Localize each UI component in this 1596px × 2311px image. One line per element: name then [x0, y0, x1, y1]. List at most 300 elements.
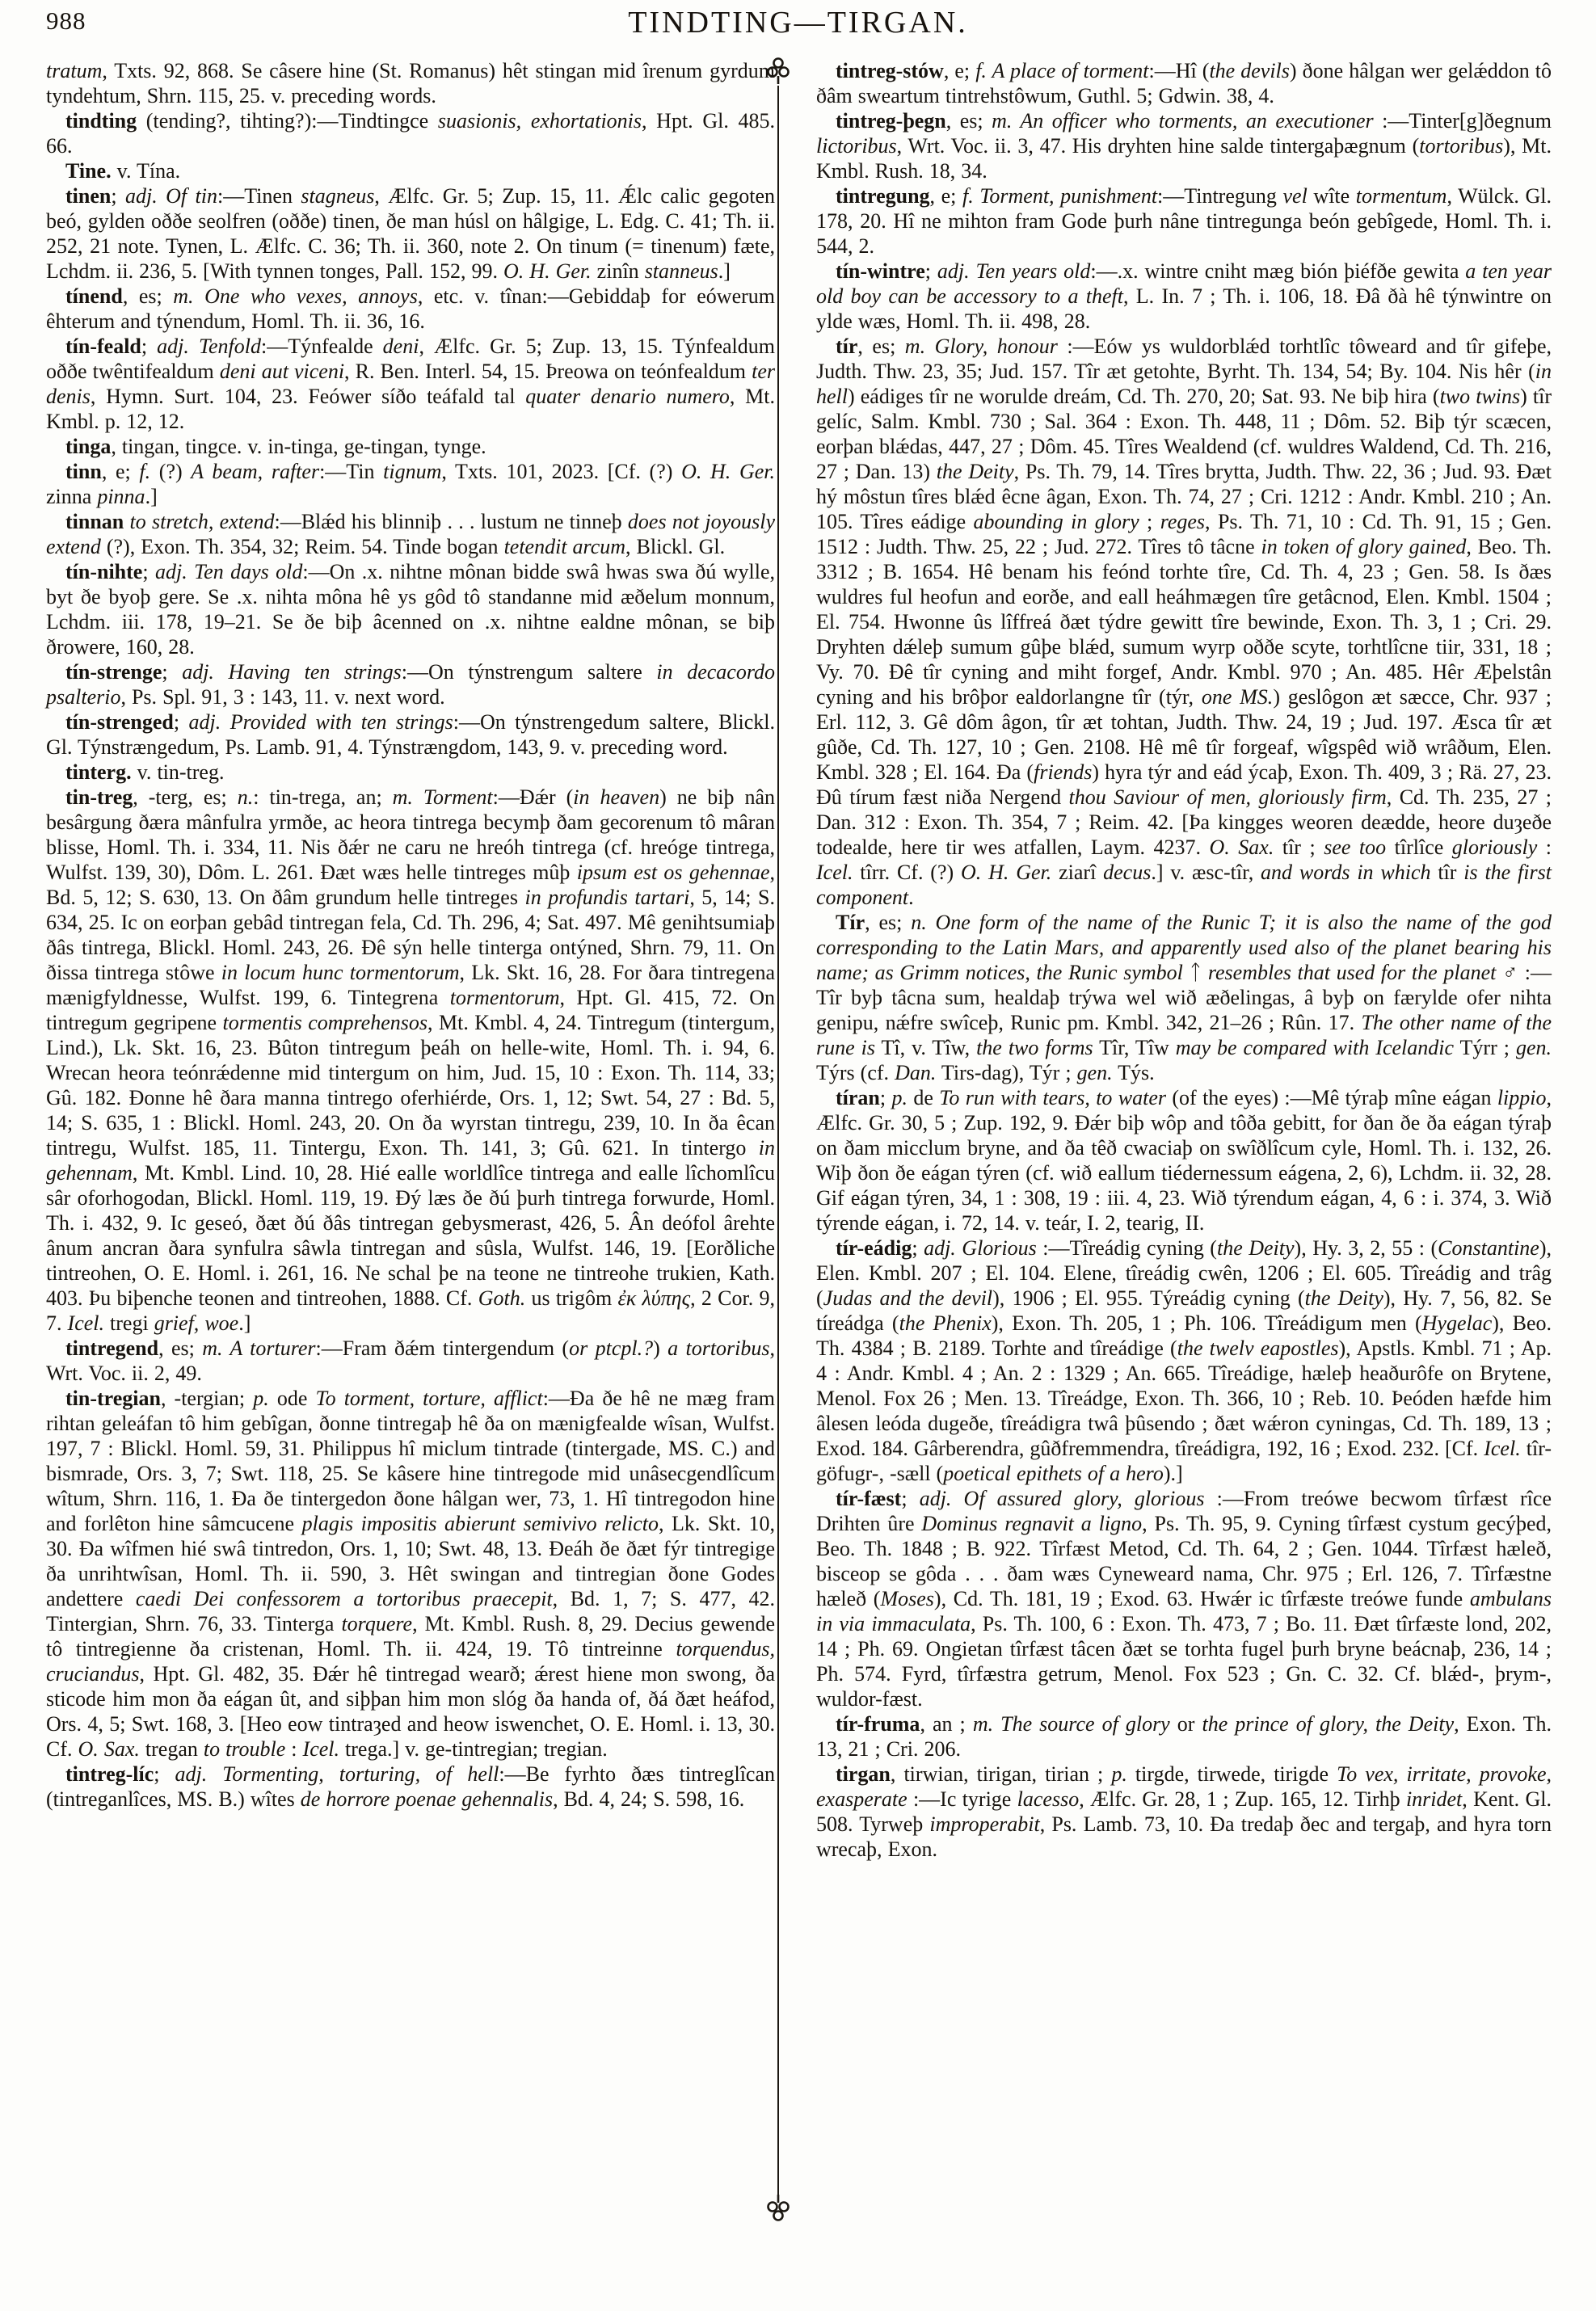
dictionary-entry: [46, 509, 775, 559]
entry-text: :—Blǽd his blinniþ . . . lustum ne tinneþ: [274, 510, 628, 533]
dictionary-entry: [816, 1235, 1552, 1486]
entry-text: , 2 Cor. 9, 7.: [46, 1286, 775, 1335]
dictionary-entry: [816, 334, 1552, 910]
entry-text: wîte: [1307, 184, 1356, 208]
italic-gloss: Moses: [880, 1587, 934, 1610]
italic-gloss: f. Torment, punishment: [962, 184, 1158, 208]
entry-text: , Hpt. Gl. 482, 35. Ðǽr hê tintregad wearð; ǽrest hiene mon swong, ða sticode him mon ða eágan ût, and siþþan him mon slóg ða handa of, ðá ðæt heáfod, Ors. 4, 5; Swt. 168, 3. [Heo eow tintraȝed and heow iswenchet, O. E. Homl. i. 13, 30. Cf.: [46, 1662, 775, 1761]
italic-gloss: f.: [139, 460, 151, 483]
headword: tinen: [65, 184, 112, 208]
entry-text: , Mt. Kmbl. 4, 24. Tintregum (tintergum, Lind.), Lk. Skt. 16, 23. Bûton tintregum þeáh on helle-wite, Homl. Th. i. 94, 6. Wrecan heora teónrǽdenne mid tintergum on him, Jud. 15, 10 : Exon. Th. 114, 33; Gû. 182. Ðonne hê ðara manna tintrego oferhiérde, Ors. 1, 12; Swt. 54, 27 : Bd. 5, 14; S. 635, 1 : Blickl. Homl. 243, 20. On ða wyrstan tintregu, 239, 10. In ða êcan tintregu, Wulfst. 185, 11. Tintergu, Exon. Th. 141, 3; Gû. 621. In tintergo: [46, 1011, 776, 1160]
dictionary-entry: [46, 459, 775, 509]
italic-gloss: m. Torment: [392, 785, 493, 809]
dictionary-entry: [46, 108, 775, 158]
entry-text: , -tergian;: [160, 1387, 254, 1410]
entry-text: , Ælfc. Gr. 5; Zup. 13, 15. Týnfealdum oððe twêntifealdum: [46, 335, 775, 383]
entry-text: , Kent. Gl. 508. Tyrweþ: [816, 1787, 1552, 1836]
italic-gloss: the prince of glory, the Deity: [1202, 1712, 1455, 1736]
entry-text: , Blickl. Gl.: [625, 535, 726, 558]
italic-gloss: tignum: [383, 460, 442, 483]
entry-text: ;: [154, 1762, 175, 1786]
dictionary-entry: [816, 183, 1552, 259]
entry-text: v. tin-treg.: [131, 760, 225, 784]
entry-text: :—Tinen: [217, 184, 301, 208]
entry-text: tirgde, tirwede, tirigde: [1126, 1762, 1337, 1786]
dictionary-entry: [816, 1486, 1552, 1711]
italic-gloss: the Phenix: [899, 1311, 992, 1335]
entry-text: tregi: [104, 1311, 154, 1335]
italic-gloss: lictoribus: [816, 134, 897, 158]
entry-text: .]: [718, 259, 731, 283]
italic-gloss: deni aut viceni: [219, 360, 345, 383]
italic-gloss: Icel.: [1484, 1437, 1521, 1460]
entry-text: , Wülck. Gl. 178, 20. Hî ne mihton fram Gode þurh nâne tintregunga beón gebîgede, Homl. Th. i. 544, 2.: [816, 184, 1552, 258]
italic-gloss: p.: [253, 1387, 269, 1410]
italic-gloss: A beam, rafter: [191, 460, 320, 483]
italic-gloss: Goth.: [478, 1286, 526, 1310]
entry-text: ᛏ: [1182, 961, 1208, 984]
dictionary-entry: [816, 1085, 1552, 1235]
entry-text: ), Exon. Th. 205, 1 ; Ph. 106. Tîreádigum men (: [991, 1311, 1422, 1335]
italic-gloss: p.: [891, 1086, 907, 1109]
italic-gloss: To torment, torture, afflict: [315, 1387, 543, 1410]
italic-gloss: resembles that used for the planet: [1207, 961, 1497, 984]
entry-text: , Beo. Th. 3312 ; B. 1654. Hê benam his feónd torhte tîre, Cd. Th. 4, 23 ; Gen. 58. Is ðæs wuldres ful heofun and eorðe, and eall heáhmægen tîre getâcnod, Elen. Kmbl. 1504 ; El. 754. Hwonne ûs lîffreá ðæt týdre gewitt tîre bewinde, Exon. Th. 3, 1 ; Cri. 29. Dryhten dǽleþ sumum gûþe blǽd, sumum wyrp oððe scyte, torhtlîcne tiir, 331, 18 ; Vy. 70. Ðê tîr cyning and miht forgef, Andr. Kmbl. 970 ; An. 485. Hêr Æþelstân cyning and his brôþor ealdorlangne tîr (týr,: [816, 535, 1552, 709]
entry-text: ) ðone hâlgan wer gelǽddon tô ðâm sweartum tintrehstôwum, Guthl. 5; Gdwin. 38, 4.: [816, 59, 1552, 107]
headword: tín-nihte: [65, 560, 143, 583]
entry-text: ;: [879, 1086, 892, 1109]
italic-gloss: adj. Ten days old: [154, 560, 303, 583]
entry-text: trega.] v. ge-tintregian; tregian.: [339, 1737, 608, 1761]
entry-text: , Hymn. Surt. 104, 23. Feówer síðo teáfald tal: [90, 385, 526, 408]
italic-gloss: suasionis, exhortationis: [437, 109, 642, 133]
entry-text: Týrs (cf.: [816, 1061, 895, 1084]
entry-text: ;: [924, 259, 937, 283]
entry-text: ode: [268, 1387, 316, 1410]
italic-gloss: m. A torturer: [202, 1337, 316, 1360]
entry-text: :—Eów ys wuldorblǽd torhtlîc tôweard and tîr gifeþe, Judth. Thw. 23, 35; Jud. 157. Tîr æt getohte, Byrht. Th. 134, 54; By. 104. Nis hêr (: [816, 335, 1552, 383]
entry-text: , Ælfc. Gr. 5; Zup. 15, 11. Ǽlc calic gegoten beó, gylden oððe seolfren (oððe) tinen, ðe man húsl on hâlgige, L. Edg. C. 41; Th. ii. 252, 21 note. Tynen, L. Ælfc. C. 36; Th. ii. 360, note 2. On tinum (= tinenum) fæte, Lchdm. ii. 236, 5. [With tynnen tonges, Pall. 152, 99.: [46, 184, 775, 283]
entry-text: :—Hî (: [1148, 59, 1210, 82]
italic-gloss: improperabit: [929, 1812, 1040, 1836]
italic-gloss: or ptcpl.?: [569, 1337, 654, 1360]
italic-gloss: p.: [1111, 1762, 1127, 1786]
entry-text: ;: [1139, 510, 1160, 533]
italic-gloss: grief, woe: [154, 1311, 239, 1335]
dictionary-entry: [46, 284, 775, 334]
italic-gloss: Judas and the devil: [823, 1286, 993, 1310]
italic-gloss: the Deity: [1216, 1236, 1295, 1260]
dictionary-entry: [816, 1762, 1552, 1862]
entry-text: , e;: [101, 460, 140, 483]
dictionary-entry: [46, 1762, 775, 1812]
italic-gloss: may be compared with Icelandic: [1175, 1036, 1455, 1059]
entry-text: ), Beo. Th. 4384 ; B. 2189. Torhte and tîreádige (: [816, 1311, 1552, 1360]
right-column: [816, 58, 1552, 1862]
headword: tintregend: [65, 1337, 159, 1360]
entry-text: , Ps. Th. 79, 14. Tîres brytta, Judth. Thw. 22, 36 ; Jud. 93. Ðæt hý môstun tîres blǽd êcne âgan, Exon. Th. 74, 27 ; Cri. 1212 : Andr. Kmbl. 210 ; An. 105. Tîres eádige: [816, 460, 1552, 533]
entry-text: :—Fram ðǽm tintergendum (: [315, 1337, 570, 1360]
dictionary-entry: [46, 183, 775, 284]
entry-text: ), Mt. Kmbl. Rush. 18, 34.: [816, 134, 1552, 183]
italic-gloss: O. H. Ger.: [503, 259, 592, 283]
entry-text: ;: [912, 1236, 924, 1260]
dictionary-entry: [46, 659, 775, 709]
italic-gloss: and words in which: [1261, 861, 1431, 884]
italic-gloss: lacesso: [1017, 1787, 1080, 1811]
italic-gloss: in token of glory gained: [1261, 535, 1467, 558]
italic-gloss: Constantine: [1438, 1236, 1539, 1260]
entry-text: :—Tin: [319, 460, 384, 483]
entry-text: v. Tína.: [111, 159, 181, 183]
italic-gloss: in heaven: [573, 785, 660, 809]
italic-gloss: two twins: [1439, 385, 1521, 408]
entry-text: , Exon. Th. 13, 21 ; Cri. 206.: [816, 1712, 1552, 1761]
entry-text: , es;: [158, 1337, 203, 1360]
headword: tír-fruma: [836, 1712, 920, 1736]
italic-gloss: friends: [1034, 760, 1093, 784]
italic-gloss: inridet: [1405, 1787, 1463, 1811]
entry-text: , Bd. 5, 12; S. 630, 13. On ðâm grundum helle tintreges: [46, 861, 775, 909]
entry-text: ).]: [1163, 1462, 1183, 1485]
italic-gloss: O. Sax.: [1209, 836, 1274, 859]
entry-text: de: [907, 1086, 940, 1109]
entry-text: , Ps. Spl. 91, 3 : 143, 11. v. next word.: [120, 685, 445, 709]
italic-gloss: quater denario numero: [525, 385, 730, 408]
entry-text: ) tîr gelíc, Salm. Kmbl. 730 ; Sal. 364 : Exon. Th. 448, 11 ; Dôm. 52. Biþ týr scæcen, eorþan blǽdas, 447, 27 ; Dôm. 45. Tîres Wealdend (cf. wuldres Waldend, Cd. Th. 216, 27 ; Dan. 13): [816, 385, 1552, 483]
italic-gloss: f. A place of torment: [975, 59, 1149, 82]
entry-text: :—Tîreádig cyning (: [1036, 1236, 1217, 1260]
dictionary-entry: [46, 559, 775, 659]
italic-gloss: decus: [1103, 861, 1152, 884]
entry-text: , Lk. Skt. 16, 28. For ðara tintregena mænigfyldnesse, Wulfst. 199, 6. Tintegrena: [46, 961, 775, 1009]
dictionary-entry: [46, 334, 775, 434]
italic-gloss: is the first component: [816, 861, 1552, 909]
entry-text: Tî, v. Tîw,: [874, 1036, 977, 1059]
italic-gloss: Icel.: [67, 1311, 104, 1335]
entry-text: ziarî: [1051, 861, 1104, 884]
dictionary-entry: [46, 434, 775, 459]
entry-text: , Wrt. Voc. ii. 3, 47. His dryhten hine salde tintergaþægnum (: [896, 134, 1420, 158]
headword: tinnan: [65, 510, 124, 533]
dictionary-entry: [816, 910, 1552, 1085]
entry-text: , Ps. Th. 95, 9. Cyning tîrfæst cystum gecýþed, Beo. Th. 1848 ; B. 922. Tîrfæst Metod, Cd. Th. 64, 2 ; Gen. 1044. Tîrfæst hæleð, bisceop se gôda . . . ðam wæs Cyneweard nama, Chr. 975 ; Erl. 126, 7. Tîrfæstne hæleð (: [816, 1512, 1552, 1610]
entry-text: Týs.: [1112, 1061, 1155, 1084]
entry-text: , Bd. 1, 7; S. 477, 42. Tintergian, Shrn. 76, 33. Tinterga: [46, 1587, 775, 1635]
entry-text: ), Elen. Kmbl. 207 ; El. 104. Elene, tîreádig cwên, 1206 ; El. 605. Tîreádig and trâg (: [816, 1236, 1552, 1310]
entry-text: , Mt. Kmbl. Rush. 8, 29. Decius gewende tô tintregienne ða cristenan, Homl. Th. ii. 424, 19. Tô tintreinne: [46, 1612, 775, 1661]
headword: tín-strenged: [65, 710, 174, 734]
italic-gloss: in locum hunc tormentorum: [221, 961, 460, 984]
headword: tin-tregian: [65, 1387, 161, 1410]
italic-gloss: O. H. Ger.: [681, 460, 775, 483]
headword: Tír: [836, 911, 865, 934]
italic-gloss: ipsum est os gehennae: [576, 861, 770, 884]
entry-text: tîrr. Cf. (?): [853, 861, 961, 884]
entry-text: ;: [173, 710, 189, 734]
italic-gloss: a tortoribus: [667, 1337, 770, 1360]
entry-text: :—Tinter[g]ðegnum: [1373, 109, 1552, 133]
italic-gloss: in hell: [816, 360, 1552, 408]
italic-gloss: m. One who vexes, annoys: [173, 284, 418, 308]
entry-text: , es;: [945, 109, 992, 133]
headword: tín-strenge: [65, 660, 162, 684]
italic-gloss: ter denis: [46, 360, 775, 408]
entry-text: (?), Exon. Th. 354, 32; Reim. 54. Tinde bogan: [100, 535, 504, 558]
entry-text: , Cd. Th. 235, 27 ; Dan. 312 : Exon. Th. 354, 7 ; Reim. 42. [Þa kingges weoren deædde, heore duȝeðe todealde, here tir wes atfallen, Laym. 4237.: [816, 785, 1552, 859]
entry-text: :—On týnstrengum saltere: [401, 660, 657, 684]
entry-text: , 5, 14; S. 634, 25. Ic on eorþan gebâd tintregan fela, Cd. Th. 296, 4; Sat. 497. Mê genihtsumiaþ ðâs tintrega, Blickl. Homl. 243, 26. Ðê sýn helle tinterga ontýned, Shrn. 79, 11. On ðissa tintrega stôwe: [46, 886, 775, 984]
italic-gloss: m. An officer who torments, an executioner: [992, 109, 1374, 133]
italic-gloss: in profundis tartari: [524, 886, 690, 909]
entry-text: tîr: [1430, 861, 1464, 884]
italic-gloss: stanneus: [644, 259, 718, 283]
italic-gloss: torquendus, cruciandus: [46, 1637, 775, 1686]
headword: tinga: [65, 435, 112, 458]
entry-text: ), Hy. 3, 2, 55 : (: [1294, 1236, 1438, 1260]
italic-gloss: adj. Of tin: [124, 184, 217, 208]
italic-gloss: gen.: [1076, 1061, 1113, 1084]
dictionary-entry: [816, 1711, 1552, 1762]
italic-gloss: m. The source of glory: [972, 1712, 1170, 1736]
headword: tin-treg: [65, 785, 133, 809]
dictionary-entry: [46, 709, 775, 760]
italic-gloss: Icel.: [302, 1737, 340, 1761]
entry-text: , etc. v. tînan:—Gebiddaþ for eówerum êhterum and týnendum, Homl. Th. ii. 36, 16.: [46, 284, 776, 333]
entry-text: (tending?, tihting?):—Tindtingce: [137, 109, 438, 133]
left-column: [46, 58, 775, 1812]
italic-gloss: a ten year old boy can be accessory to a theft: [816, 259, 1552, 308]
italic-gloss: to stretch, extend: [129, 510, 275, 533]
entry-text: (of the eyes) :—Mê týraþ mîne eágan: [1166, 1086, 1497, 1109]
entry-text: , Lk. Skt. 10, 30. Ða wîfmen hié swâ tintredon, Ors. 1, 10; Swt. 48, 13. Ðeáh ðe ðæt fýr tintregige ða unrihtwîsan, Homl. Th. ii. 590, 3. Hêt swingan and tintregian ðone Godes andettere: [46, 1512, 775, 1610]
italic-gloss: stagneus: [301, 184, 375, 208]
italic-gloss: adj. Of assured glory, glorious: [919, 1487, 1205, 1510]
entry-text: , an ;: [920, 1712, 973, 1736]
entry-text: (?): [150, 460, 192, 483]
entry-text: Týrr ;: [1454, 1036, 1516, 1059]
italic-gloss: tormentis comprehensos: [222, 1011, 428, 1034]
headword: tír-eádig: [836, 1236, 912, 1260]
entry-text: zinna: [46, 485, 98, 508]
headword: tinterg.: [65, 760, 132, 784]
italic-gloss: Hygelac: [1421, 1311, 1493, 1335]
dictionary-entry: [816, 58, 1552, 108]
entry-text: .]: [145, 485, 158, 508]
entry-text: :: [285, 1737, 303, 1761]
entry-continuation: [46, 58, 775, 108]
italic-gloss: adj. Ten years old: [937, 259, 1091, 283]
italic-gloss: the Deity: [936, 460, 1014, 483]
italic-gloss: in decacordo psalterio: [46, 660, 775, 709]
entry-text: tregan: [139, 1737, 204, 1761]
italic-gloss: thou Saviour of men, gloriously firm: [1068, 785, 1387, 809]
entry-text: :—From treówe becwom tîrfæst rîce Drihten ûre: [816, 1487, 1552, 1535]
entry-text: :—Ic tyrige: [907, 1787, 1017, 1811]
dictionary-entry: [816, 108, 1552, 183]
entry-text: ), 1906 ; El. 955. Týreádig cyning (: [992, 1286, 1305, 1310]
entry-text: , tingan, tingce. v. in-tinga, ge-tingan, tynge.: [111, 435, 486, 458]
italic-gloss: the twelv eapostles: [1177, 1337, 1339, 1360]
entry-text: , Mt. Kmbl. p. 12, 12.: [46, 385, 775, 433]
entry-text: , Wrt. Voc. ii. 2, 49.: [46, 1337, 775, 1385]
italic-gloss: one MS.: [1201, 685, 1274, 709]
entry-text: ;: [111, 184, 125, 208]
italic-gloss: n.: [237, 785, 254, 809]
entry-text: Tîr, Tîw: [1093, 1036, 1176, 1059]
italic-gloss: To run with tears, to water: [939, 1086, 1167, 1109]
entry-text: , Ælfc. Gr. 30, 5 ; Zup. 192, 9. Ðǽr biþ wôp and tôða gebitt, for ðan ðe ða eágan týraþ on ðam micclum bryne, and ða têð cwaciaþ on swîðlîcum cyle, Homl. Th. i. 132, 26. Wiþ ðon ðe eágan týren (cf. wið eallum tiédernessum eágena, 2, 6), Lchdm. ii. 32, 28. Gif eágan týren, 34, 1 : 308, 19 : iii. 4, 23. Wið týrendum eágan, 4, 6 : i. 374, 3. Wið týrende eágan, i. 72, 14. v. teár, I. 2, tearig, II.: [816, 1086, 1552, 1235]
italic-gloss: Dominus regnavit a ligno: [921, 1512, 1143, 1535]
entry-text: .: [908, 886, 914, 909]
headword: tintreg-þegn: [836, 109, 946, 133]
page-title: TINDTING—TIRGAN.: [628, 6, 968, 40]
entry-text: Tirs-dag), Týr ;: [936, 1061, 1077, 1084]
italic-gloss: adj. Glorious: [924, 1236, 1037, 1260]
headword: tintreg-stów: [836, 59, 944, 82]
entry-text: ): [653, 1337, 668, 1360]
entry-text: , Bd. 4, 24; S. 598, 16.: [553, 1787, 745, 1811]
italic-gloss: n. One form of the name of the Runic T; it is also the name of the god corresponding to the Latin Mars, and apparently used also of the planet bearing his name; as Grimm notices, the Runic symbol: [816, 911, 1552, 984]
entry-text: .] v. æsc-tîr,: [1151, 861, 1261, 884]
italic-gloss: the Deity: [1304, 1286, 1383, 1310]
entry-text: , Hpt. Gl. 485. 66.: [46, 109, 775, 158]
entry-text: ) hyra týr and eád ýcaþ, Exon. Th. 409, 3 ; Rä. 27, 23. Ðû tírum fæst niða Nergend: [816, 760, 1552, 809]
entry-text: ;: [901, 1487, 920, 1510]
entry-text: : tin-trega, an;: [253, 785, 393, 809]
entry-text: , es;: [857, 335, 905, 358]
headword: tintreg-líc: [65, 1762, 154, 1786]
entry-text: :—On týnstrengedum saltere, Blickl. Gl. Týnstrængedum, Ps. Lamb. 91, 4. Týnstrængdom, 143, 9. v. preceding word.: [46, 710, 775, 759]
dictionary-entry: [46, 158, 775, 183]
italic-gloss: adj. Provided with ten strings: [188, 710, 453, 734]
headword: tír-fæst: [836, 1487, 902, 1510]
entry-text: , Mt. Kmbl. Lind. 10, 28. Hié ealle worldlîce tintrega and ealle lîchomlîcu sâr oforhogodan, Blickl. Homl. 119, 19. Ðý læs ðe ðú þurh tintrega forwurde, Homl. Th. i. 432, 9. Ic geseó, ðæt ðú ðâs tintregan gebysmerast, 426, 5. Ân deófol ârehte ânum ancran ðara synfulra sâwla tintregan and sûsla, Wulfst. 146, 19. [Eorðliche tintreohen, O. E. Homl. i. 261, 16. Ne schal þe na teone ne tintreohe trukien, Kath. 403. Þu biþenche teonen and tintreohen, 1888. Cf.: [46, 1161, 775, 1310]
entry-text: :—Tintregung: [1157, 184, 1283, 208]
italic-gloss: to trouble: [203, 1737, 286, 1761]
entry-text: , es;: [122, 284, 174, 308]
italic-gloss: in gehennam: [46, 1136, 775, 1185]
italic-gloss: tormentum: [1355, 184, 1447, 208]
entry-text: ) geslôgon æt sæcce, Chr. 937 ; Erl. 112, 3. Gê dôm âgon, tîr æt tohtan, Judth. Thw. 24, 19 ; Jud. 197. Æsca tîr æt gûðe, Cd. Th. 127, 10 ; Gen. 2108. Hê mê tîr forgeaf, wîgspêd wið wrâðum, Elen. Kmbl. 328 ; El. 164. Ða (: [816, 685, 1552, 784]
entry-text: ) ne biþ nân besârgung ðæra mânfulra yrmðe, ac heora tintrega becymþ ðam gecorenum tô mâran blisse, Homl. Th. i. 334, 11. Nis ðǽr ne caru ne hreóh tintrega (cf. hreóge tintrega, Wulfst. 139, 30), Dôm. L. 261. Ðæt wæs helle tintreges mûþ: [46, 785, 775, 884]
italic-gloss: plagis impositis abierunt semivivo relicto: [301, 1512, 659, 1535]
headword: tínend: [65, 284, 123, 308]
entry-text: :—Ðǽr (: [492, 785, 574, 809]
italic-gloss: Icel.: [816, 861, 853, 884]
entry-text: .]: [238, 1311, 251, 1335]
italic-gloss: tetendit arcum: [503, 535, 626, 558]
entry-text: zinîn: [591, 259, 645, 283]
entry-text: us trigôm: [525, 1286, 618, 1310]
italic-gloss: gen.: [1515, 1036, 1552, 1059]
entry-text: , tirwian, tirigan, tirian ;: [890, 1762, 1112, 1786]
italic-gloss: the devils: [1209, 59, 1290, 82]
italic-gloss: de horrore poenae gehennalis: [300, 1787, 554, 1811]
italic-gloss: reges: [1160, 510, 1206, 533]
dictionary-entry: [46, 760, 775, 785]
entry-text: tîr-göfugr-, -sæll (: [816, 1437, 1552, 1485]
entry-text: ♂ :—Tîr byþ tâcna sum, healdaþ trýwa wel wið æðelingas, â byþ on færylde ofer nihta genipu, nǽfre swîceþ, Runic pm. Kmbl. 342, 21–26 ; Rûn. 17.: [816, 961, 1552, 1034]
dictionary-entry: [46, 1386, 775, 1762]
headword: Tine.: [65, 159, 112, 183]
entry-text: ;: [142, 560, 155, 583]
italic-gloss: ambulans in via immaculata: [816, 1587, 1552, 1635]
headword: tintregung: [836, 184, 930, 208]
entry-text: , Ps. Lamb. 73, 10. Ða tredaþ ðec and tergaþ, and hyra torn wrecaþ, Exon.: [816, 1812, 1552, 1861]
italic-gloss: To vex, irritate, provoke, exasperate: [816, 1762, 1552, 1811]
italic-gloss: lippio: [1497, 1086, 1547, 1109]
italic-gloss: adj. Having ten strings: [182, 660, 402, 684]
headword: tír: [836, 335, 858, 358]
dictionary-entry: [46, 785, 775, 1336]
italic-gloss: adj. Tenfold: [157, 335, 262, 358]
trefoil-ornament-icon: [766, 2195, 790, 2222]
italic-gloss: tormentorum: [449, 986, 560, 1009]
entry-text: tîrlîce: [1386, 836, 1452, 859]
italic-gloss: pinna: [97, 485, 145, 508]
italic-gloss: gloriously: [1451, 836, 1538, 859]
italic-gloss: The other name of the rune is: [816, 1011, 1552, 1059]
entry-text: :: [1537, 836, 1552, 859]
entry-text: , es;: [865, 911, 912, 934]
italic-gloss: torquere: [341, 1612, 413, 1635]
headword: tín-wintre: [836, 259, 925, 283]
entry-text: tîr ;: [1274, 836, 1324, 859]
entry-text: ), Hy. 7, 56, 82. Se tíreádga (: [816, 1286, 1552, 1335]
entry-text: , Ælfc. Gr. 28, 1 ; Zup. 165, 12. Tirhþ: [1079, 1787, 1406, 1811]
italic-gloss: tortoribus: [1419, 134, 1504, 158]
entry-text: ;: [162, 660, 183, 684]
entry-text: ), Apstls. Kmbl. 71 ; Ap. 4 : Andr. Kmbl. 4 ; An. 2 : 1329 ; An. 665. Tîreádige, hæleþ heaðurôfe on Brytene, Menol. Fox 26 ; Men. 13. Tîreádge, Exon. Th. 366, 10 ; Reb. 10. Þeóden hæfde him âlesen leóda dugeðe, tîreádigra twâ þûsendo ; ðæt wǽron cyningas, Cd. Th. 189, 13 ; Exod. 184. Gârberendra, gûðfremmendra, tîreádigra, 192, 16 ; Exod. 232. [Cf.: [816, 1337, 1552, 1460]
italic-gloss: ἐκ λύπης: [617, 1286, 691, 1310]
italic-gloss: m. Glory, honour: [904, 335, 1058, 358]
italic-gloss: abounding in glory: [973, 510, 1139, 533]
italic-gloss: deni: [382, 335, 419, 358]
headword: tirgan: [836, 1762, 891, 1786]
entry-text: , L. In. 7 ; Th. i. 106, 18. Ðâ ðà hê týnwintre on ylde wæs, Homl. Th. ii. 498, 28.: [816, 284, 1552, 333]
entry-text: , e;: [943, 59, 976, 82]
column-divider-rule: [777, 86, 779, 2199]
entry-text: , Txts. 92, 868. Se câsere hine (St. Romanus) hêt stingan mid îrenum gyrdum tyndehtum, Shrn. 115, 25. v. preceding words.: [46, 59, 775, 107]
entry-text: , Hpt. Gl. 415, 72. On tintregum gegripene: [46, 986, 775, 1034]
entry-text: ) eádiges tîr ne worulde dreám, Cd. Th. 270, 20; Sat. 93. Ne biþ hira (: [848, 385, 1440, 408]
italic-gloss: does not joyously extend: [46, 510, 776, 558]
entry-text: :—Týnfealde: [261, 335, 383, 358]
entry-text: :—Be fyrhto ðæs tintreglîcan (tintreganlîces, MS. B.) wîtes: [46, 1762, 775, 1811]
italic-gloss: poetical epithets of a hero: [943, 1462, 1164, 1485]
italic-gloss: see too: [1324, 836, 1387, 859]
italic-gloss: the two forms: [976, 1036, 1093, 1059]
italic-gloss: adj. Tormenting, torturing, of hell: [175, 1762, 499, 1786]
headword: tín-feald: [65, 335, 141, 358]
entry-text: , -terg, es;: [133, 785, 238, 809]
entry-text: , Txts. 101, 2023. [Cf. (?): [441, 460, 682, 483]
entry-text: :—On .x. nihtne mônan bidde swâ hwas swa ðú wylle, byt ðe byoþ gere. Se .x. nihta môna hê ys gôd tô standanne mid æðelum monnum, Lchdm. iii. 178, 19–21. Se ðe biþ âcenned on .x. nihtne ealdne mônan, se biþ ðrowere, 160, 28.: [46, 560, 776, 659]
entry-text: ;: [141, 335, 158, 358]
italic-gloss: vel: [1282, 184, 1308, 208]
entry-text: :—.x. wintre cniht mæg bión þiéfðe gewita: [1090, 259, 1466, 283]
entry-text: , e;: [929, 184, 962, 208]
italic-gloss: O. H. Ger.: [961, 861, 1052, 884]
entry-text: :—Ða ðe hê ne mæg fram rihtan geleáfan tô him gebîgan, ðonne tintregaþ hê ða on mænigfealde wîsan, Wulfst. 197, 7 : Blickl. Homl. 59, 31. Philippus hî miclum tintrade (tintergade, MS. C.) and bismrade, Ors. 3, 7; Swt. 118, 25. Se kâsere hine tintregode mid unâsecgendlîcum wîtum, Shrn. 116, 1. Ða ðe tintergedon ðone hâlgan wer, 73, 1. Hî tintregodon hine and forlêton hine sâmcucene: [46, 1387, 776, 1535]
entry-text: , Ps. Th. 71, 10 : Cd. Th. 91, 15 ; Gen. 1512 : Judth. Thw. 25, 22 ; Jud. 272. Tîres tô tâcne: [816, 510, 1552, 558]
entry-text: , Ps. Th. 100, 6 : Exon. Th. 473, 7 ; Bo. 11. Ðæt tîrfæste lond, 202, 14 ; Ph. 69. Ongietan tîrfæst tâcen ðæt se torhta fugel þurh bryne beácnaþ, 236, 14 ; Ph. 574. Fyrd, tîrfæstra getrum, Menol. Fox 523 ; Gn. C. 32. Cf. blǽd-, þrym-, wuldor-fæst.: [816, 1612, 1552, 1711]
entry-text: or: [1169, 1712, 1202, 1736]
entry-text: [124, 510, 129, 533]
headword: tíran: [836, 1086, 880, 1109]
page-number: 988: [46, 6, 86, 35]
